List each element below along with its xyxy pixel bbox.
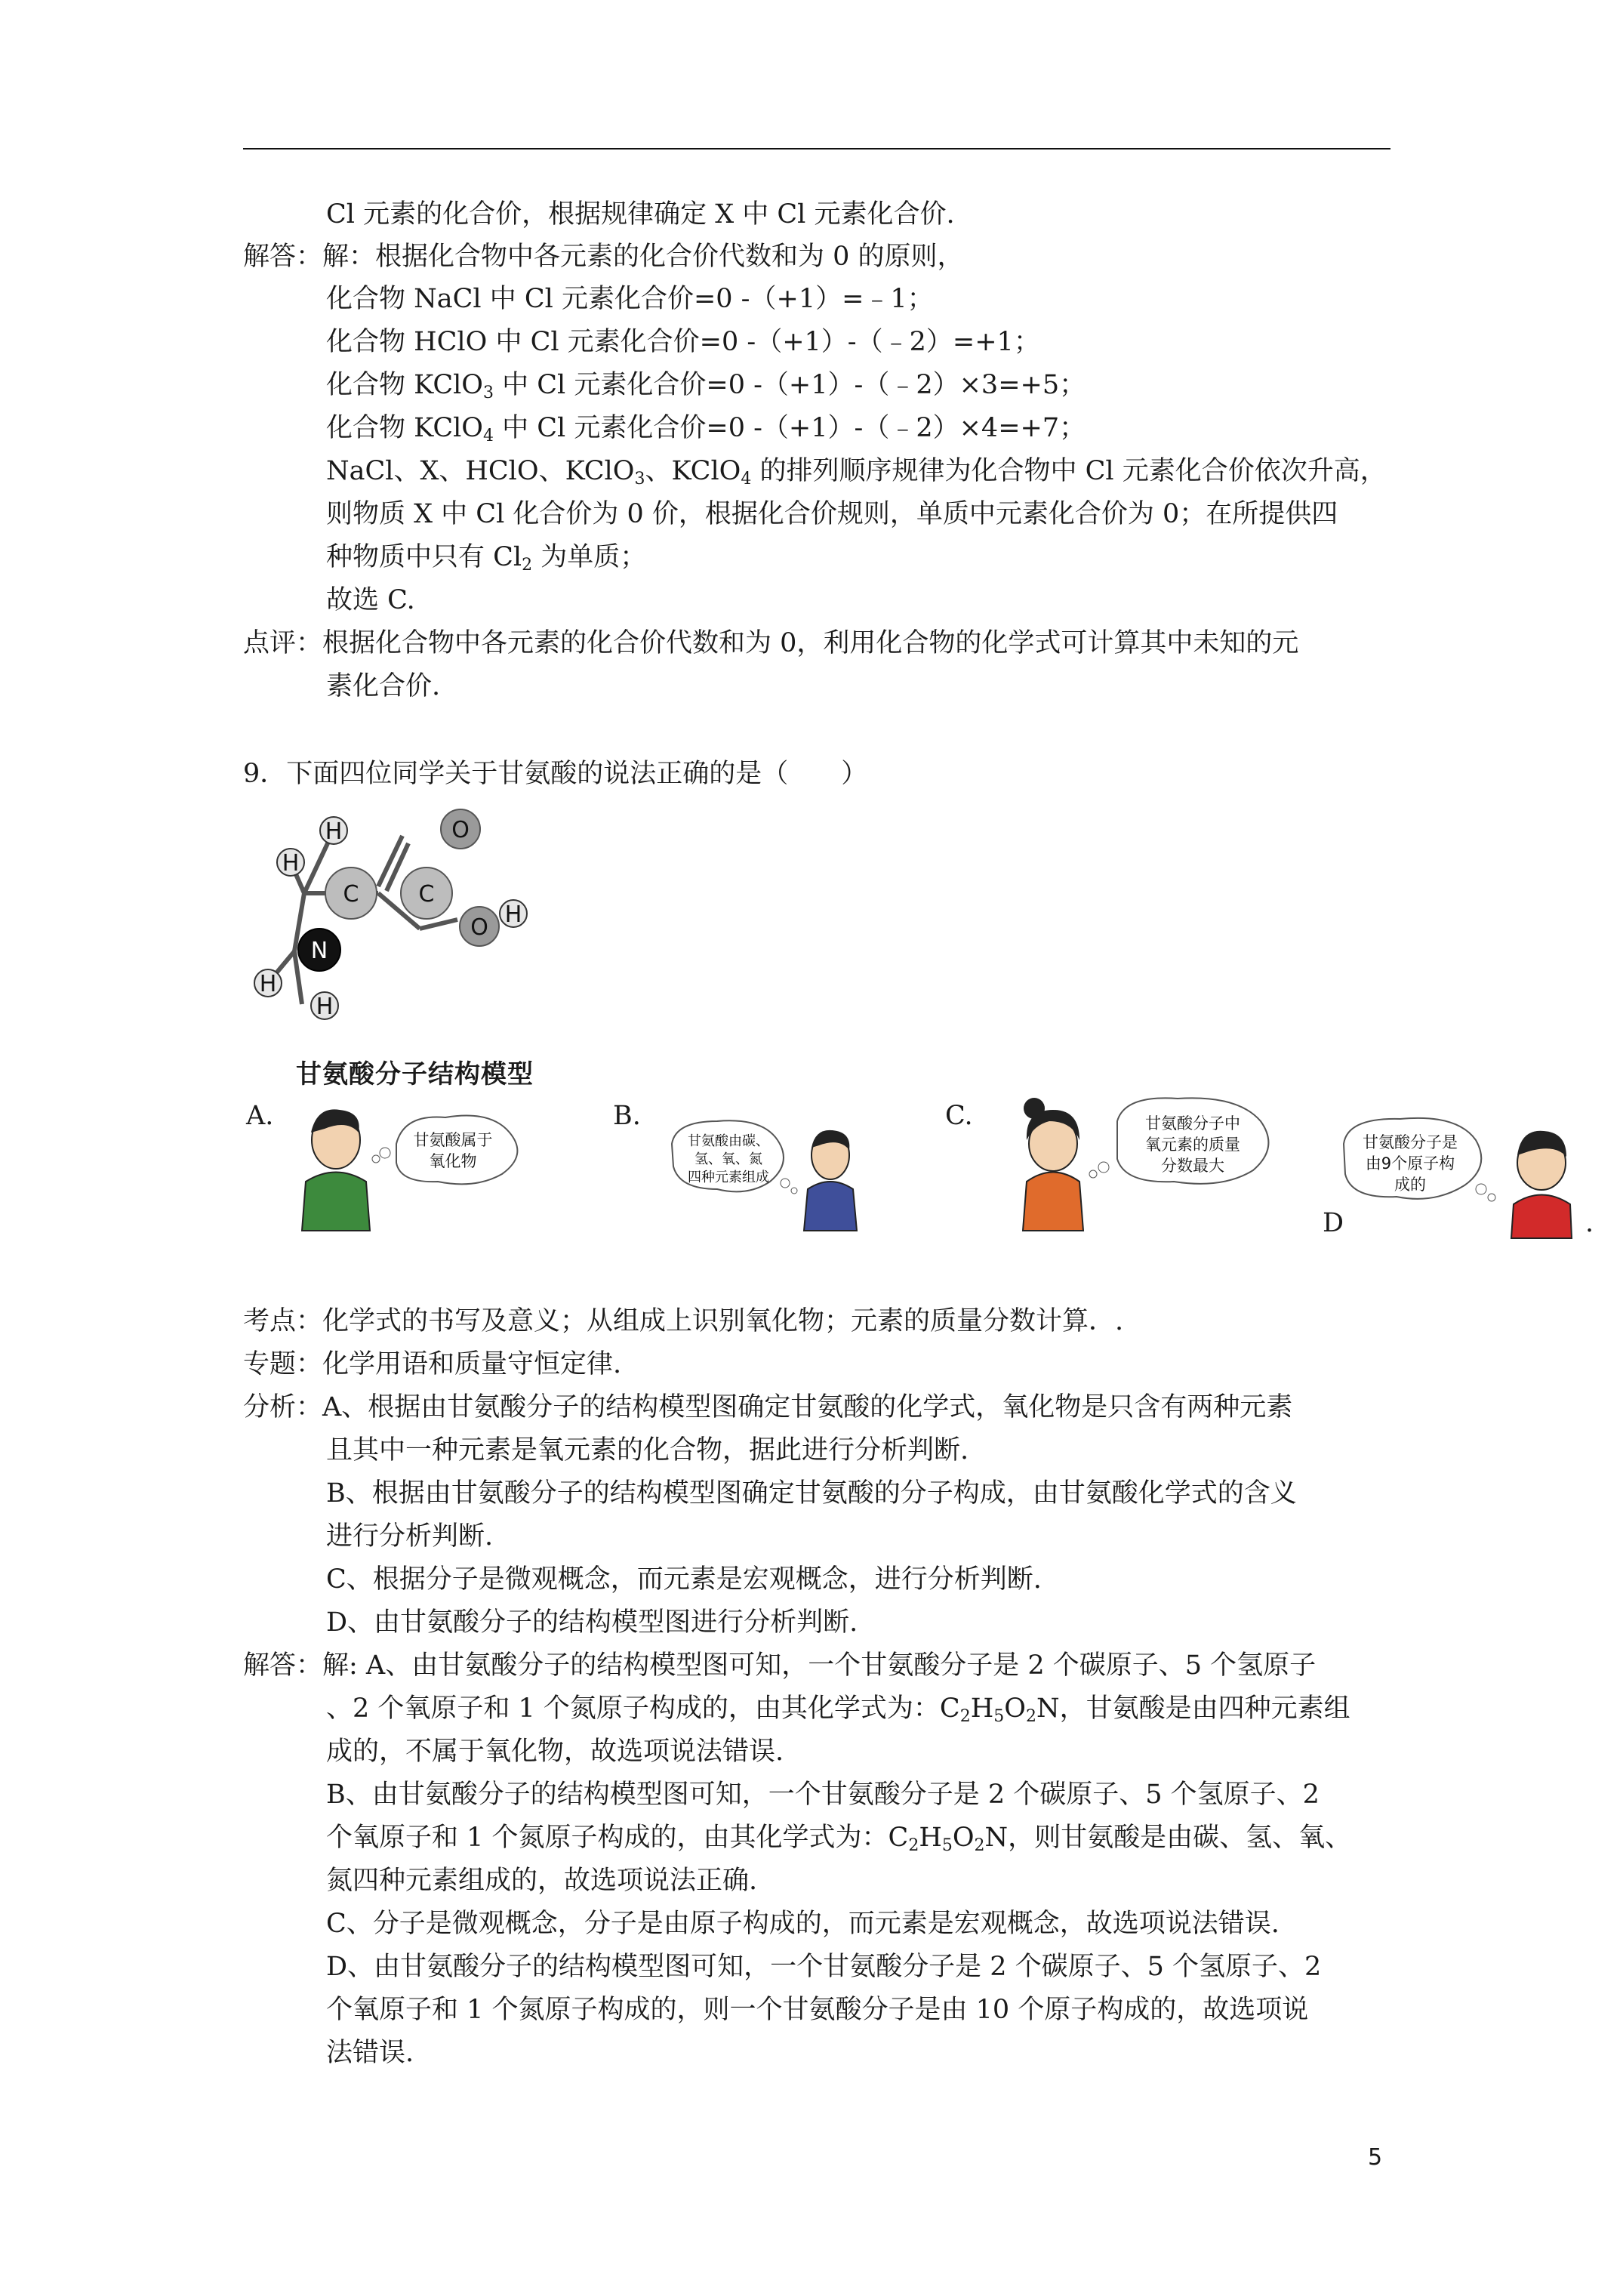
atom-h-3 xyxy=(500,900,527,928)
figure-caption: 甘氨酸分子结构模型 xyxy=(296,1059,534,1089)
choice-a-illustration xyxy=(294,1099,544,1234)
text-line: 化合物 KClO$_3$ 中 Cl 元素化合价=0 -（+1）-（﹣2）×3=+5； xyxy=(326,370,1086,402)
text-line: 成的，不属于氧化物，故选项说法错误. xyxy=(326,1737,784,1767)
svg-text:分数最大: 分数最大 xyxy=(1161,1157,1224,1175)
choice-a-label: A. xyxy=(246,1101,274,1131)
text-line: 考点：化学式的书写及意义；从组成上识别氧化物；元素的质量分数计算．. xyxy=(243,1306,1124,1336)
header-rule xyxy=(243,148,1390,149)
atom-h-2 xyxy=(320,817,347,845)
svg-text:H: H xyxy=(504,901,522,928)
svg-text:C: C xyxy=(418,881,435,908)
text-line: 专题：化学用语和质量守恒定律. xyxy=(243,1349,622,1379)
speech-bubble xyxy=(396,1116,517,1185)
svg-text:甘氨酸分子中: 甘氨酸分子中 xyxy=(1145,1114,1240,1133)
boy-figure-icon xyxy=(804,1130,857,1231)
choice-b-label: B. xyxy=(613,1101,641,1131)
atom-o-1 xyxy=(441,809,480,849)
text-line: Cl 元素的化合价，根据规律确定 X 中 Cl 元素化合价. xyxy=(326,199,955,230)
choice-c-illustration xyxy=(1004,1087,1291,1223)
atom-h-1 xyxy=(277,849,304,877)
text-line: 故选 C. xyxy=(326,585,415,615)
text-line: 分析：A、根据由甘氨酸分子的结构模型图确定甘氨酸的化学式，氧化物是只含有两种元素 xyxy=(243,1392,1293,1422)
choice-c-label: C. xyxy=(945,1101,973,1131)
atom-c-2 xyxy=(401,868,452,919)
page-number: 5 xyxy=(1368,2144,1383,2171)
svg-text:甘氨酸由碳、: 甘氨酸由碳、 xyxy=(688,1133,769,1149)
svg-text:氧元素的质量: 氧元素的质量 xyxy=(1145,1136,1240,1154)
text-line: 素化合价. xyxy=(326,671,441,701)
text-line: 化合物 KClO$_4$ 中 Cl 元素化合价=0 -（+1）-（﹣2）×4=+7； xyxy=(326,413,1086,445)
boy-figure-icon xyxy=(1511,1131,1572,1238)
atom-h-5 xyxy=(311,992,338,1020)
choice-d-end-dot: . xyxy=(1585,1208,1594,1238)
svg-text:由9个原子构: 由9个原子构 xyxy=(1365,1154,1455,1173)
svg-text:O: O xyxy=(451,817,470,843)
svg-text:H: H xyxy=(282,850,300,877)
atom-o-2 xyxy=(460,907,499,946)
svg-text:H: H xyxy=(316,994,334,1020)
choice-d-illustration xyxy=(1336,1110,1608,1238)
atom-h-4 xyxy=(254,969,282,997)
text-line: 且其中一种元素是氧元素的化合物，据此进行分析判断. xyxy=(326,1435,969,1465)
text-line: 化合物 NaCl 中 Cl 元素化合价=0 -（+1）=﹣1； xyxy=(326,284,934,314)
boy-figure-icon xyxy=(302,1109,370,1231)
choice-d-label: D xyxy=(1323,1208,1344,1238)
svg-text:N: N xyxy=(310,938,328,964)
svg-text:O: O xyxy=(470,914,488,941)
text-line: 个氧原子和 1 个氮原子构成的，由其化学式为：$C_2H_5O_2N$，则甘氨酸是由碳、氢、氧、 xyxy=(326,1823,1352,1855)
text-line: C、分子是微观概念，分子是由原子构成的，而元素是宏观概念，故选项说法错误. xyxy=(326,1909,1280,1939)
svg-text:C: C xyxy=(343,881,359,908)
text-line: 氮四种元素组成的，故选项说法正确. xyxy=(326,1866,758,1896)
text-line: 解答：解: A、由甘氨酸分子的结构模型图可知，一个甘氨酸分子是 2 个碳原子、5 个氢原子 xyxy=(243,1650,1317,1681)
text-line: D、由甘氨酸分子的结构模型图可知，一个甘氨酸分子是 2 个碳原子、5 个氢原子、2 xyxy=(326,1952,1322,1982)
text-line: NaCl、X、HClO、KClO$_3$、KClO$_4$ 的排列顺序规律为化合物中 Cl 元素化合价依次升高， xyxy=(326,456,1387,488)
atom-n xyxy=(298,929,340,971)
text-line: 点评：根据化合物中各元素的化合价代数和为 0，利用化合物的化学式可计算其中未知的元 xyxy=(243,628,1299,658)
text-line: 解答：解：根据化合物中各元素的化合价代数和为 0 的原则， xyxy=(243,242,964,272)
svg-text:甘氨酸属于: 甘氨酸属于 xyxy=(413,1131,493,1149)
text-line: 个氧原子和 1 个氮原子构成的，则一个甘氨酸分子是由 10 个原子构成的，故选项说 xyxy=(326,1995,1309,2025)
svg-text:H: H xyxy=(259,971,277,997)
choice-b-illustration xyxy=(664,1099,891,1234)
svg-text:四种元素组成: 四种元素组成 xyxy=(688,1170,769,1185)
text-line: 化合物 HClO 中 Cl 元素化合价=0 -（+1）-（﹣2）=+1； xyxy=(326,327,1040,357)
text-line: 、2 个氧原子和 1 个氮原子构成的，由其化学式为：$C_2H_5O_2N$，甘氨酸是由四种元素组 xyxy=(326,1693,1350,1726)
text-line: B、根据由甘氨酸分子的结构模型图确定甘氨酸的分子构成，由甘氨酸化学式的含义 xyxy=(326,1478,1297,1509)
text-line: B、由甘氨酸分子的结构模型图可知，一个甘氨酸分子是 2 个碳原子、5 个氢原子、2 xyxy=(326,1780,1320,1810)
svg-text:甘氨酸分子是: 甘氨酸分子是 xyxy=(1363,1133,1458,1151)
text-line: D、由甘氨酸分子的结构模型图进行分析判断. xyxy=(326,1607,858,1638)
text-line: C、根据分子是微观概念，而元素是宏观概念，进行分析判断. xyxy=(326,1564,1042,1595)
question-9: 9．下面四位同学关于甘氨酸的说法正确的是（ ） xyxy=(243,759,868,789)
svg-text:成的: 成的 xyxy=(1394,1176,1426,1194)
girl-figure-icon xyxy=(1023,1098,1083,1231)
svg-text:H: H xyxy=(325,818,343,845)
text-line: 种物质中只有 $Cl_2$ 为单质； xyxy=(326,542,647,575)
atom-c-1 xyxy=(325,868,377,919)
text-line: 法错误. xyxy=(326,2038,414,2068)
svg-text:氢、氧、氮: 氢、氧、氮 xyxy=(694,1151,762,1167)
glycine-molecule-figure xyxy=(242,808,559,1027)
svg-text:氧化物: 氧化物 xyxy=(429,1152,477,1170)
text-line: 进行分析判断. xyxy=(326,1521,494,1552)
text-line: 则物质 X 中 Cl 化合价为 0 价，根据化合价规则，单质中元素化合价为 0；在所提供四 xyxy=(326,499,1338,529)
